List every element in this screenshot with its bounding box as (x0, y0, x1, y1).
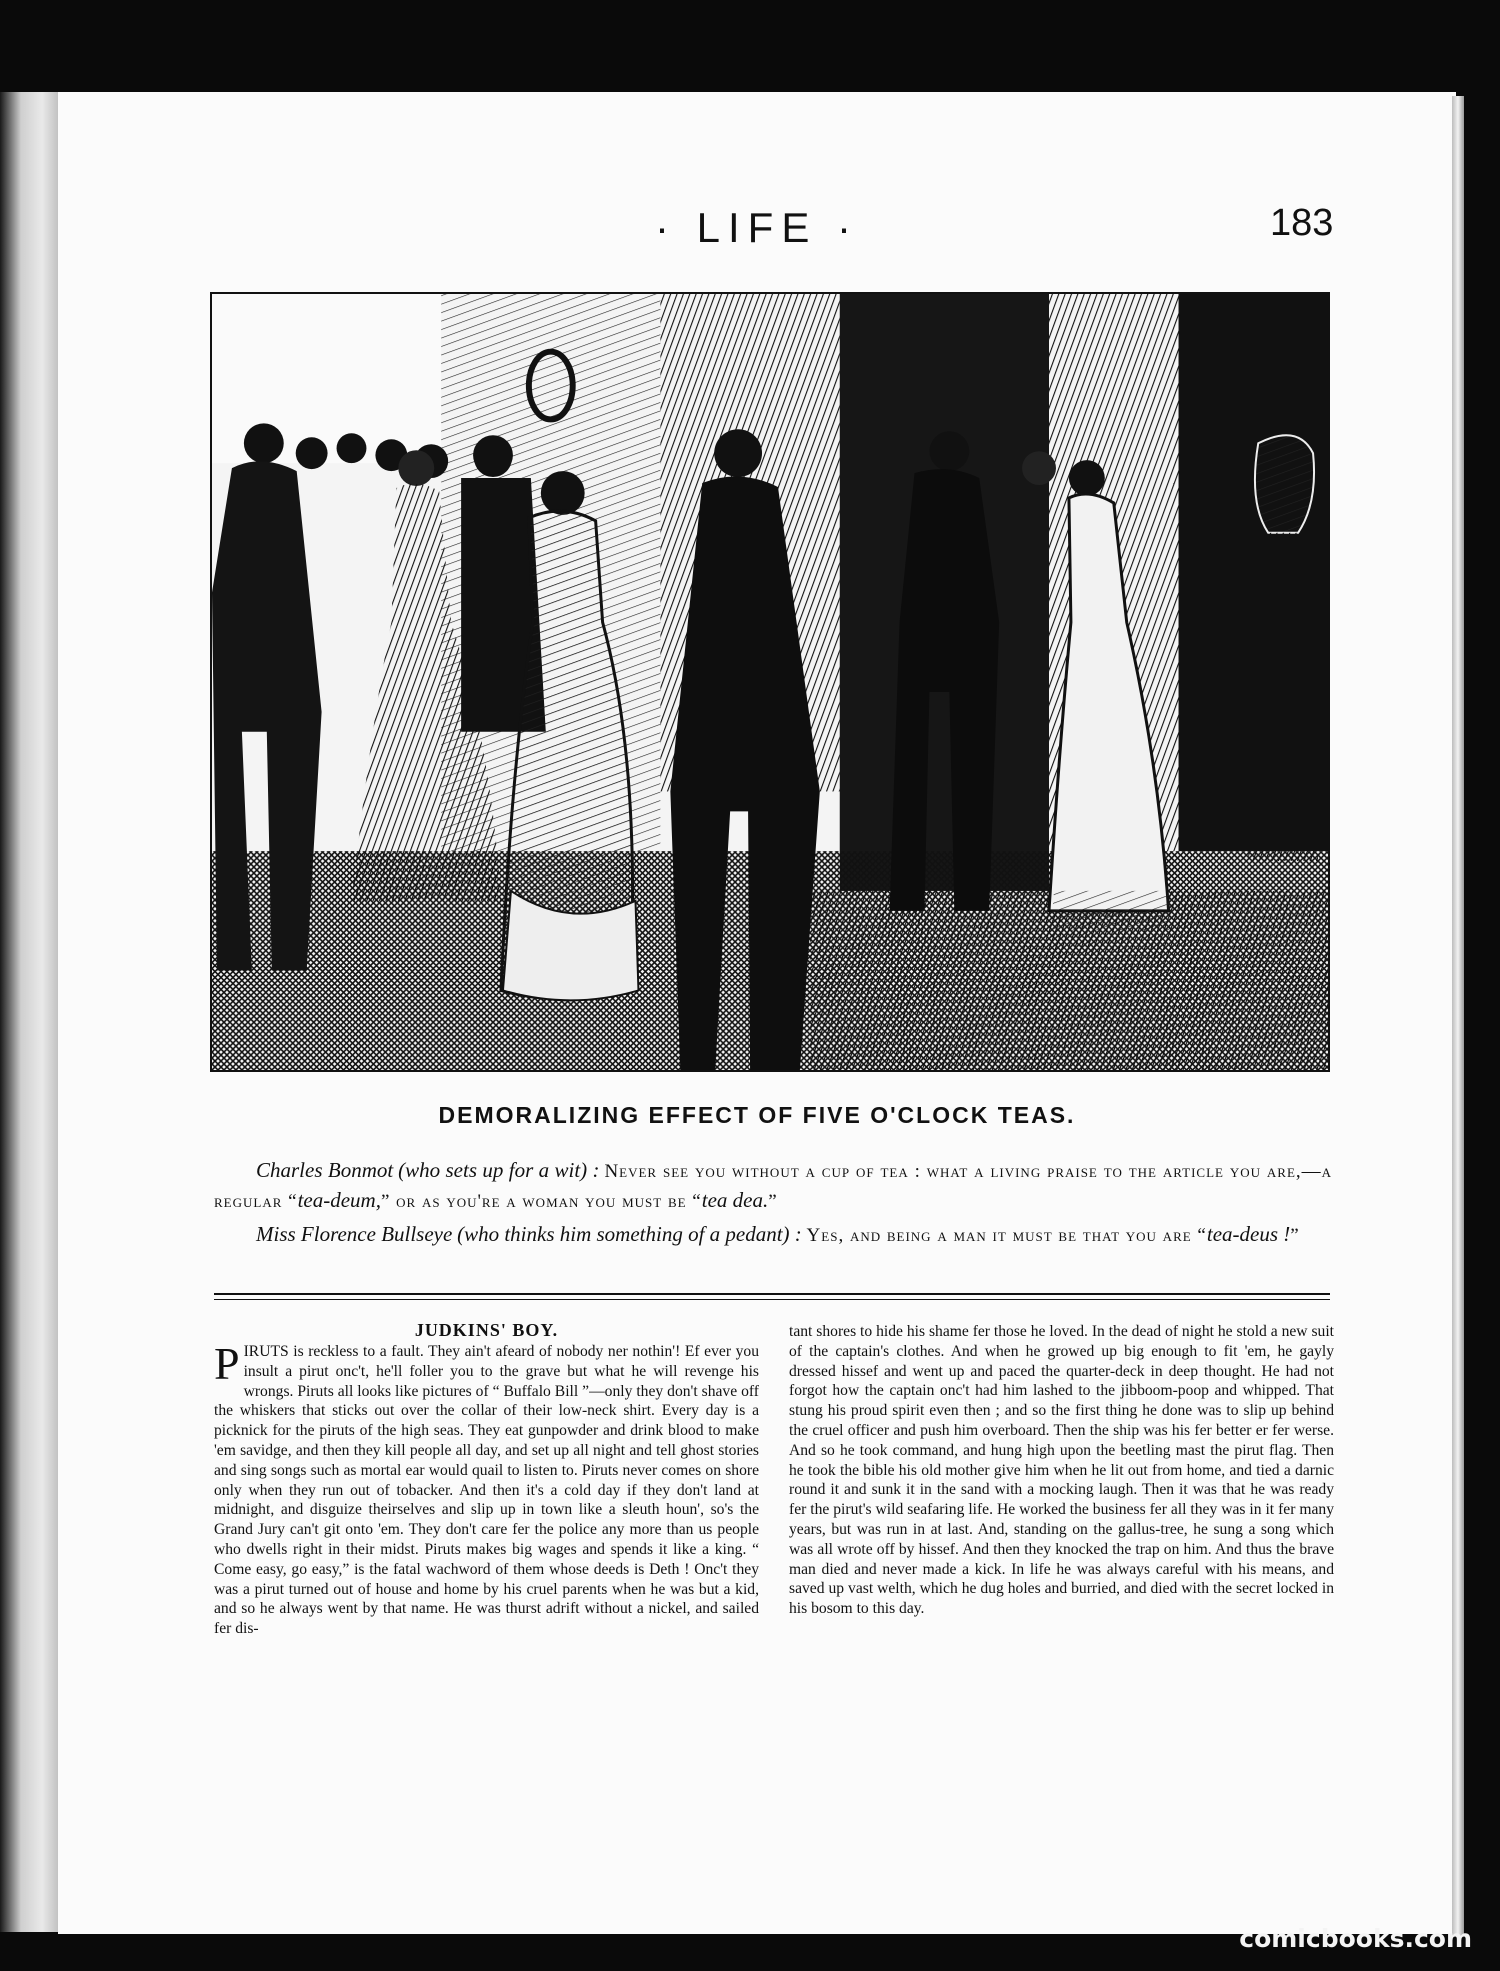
magazine-page (58, 92, 1456, 1934)
dialogue-text: Never see you without a cup of tea : what a living praise to the article you are,—a regular “ (214, 1161, 1333, 1212)
dropcap: P (214, 1338, 240, 1389)
speaker-aside-bullseye: (who thinks him something of a pedant) : (457, 1222, 802, 1246)
dialogue-quote: tea-deum, (297, 1188, 381, 1212)
dialogue-text: ” (1290, 1225, 1299, 1246)
article-column-right: tant shores to hide his shame fer those he loved. In the dead of night he stold a new suit of the captain's clothes. And when he growed up big enough to fit 'em, he gayly dressed hissef and went up and paced the quarter-deck in deep thought. He had not forgot how the captain onc't had him lashed to the jibboom-poop and whipped. That stung his proud spirit even then ; and so the first thing he done was to slip up behind the cruel officer and push him overboard. Then the ship was his fer better er fer werse. And so he took command, and hung high upon the beetling mast the pirut flag. Then he took the bible his old mother give him when he lit out from home, and tied a darnic round it and sunk it in the sand with a mocking laugh. Then it was that he was ready fer the pirut's wild seafaring life. He worked the business fer all they was in it fer many years, but was run in at last. And, standing on the gallus-tree, he sung a song which was all wrote off by hissef. And then they knocked the trap on him. And thus the brave man died and never made a kick. In life he was always careful with his means, and saved up vast welth, which he dug holes and burried, and died with the secret locked in his bosom to this day. (789, 1323, 1334, 1618)
dialogue-quote: tea dea. (701, 1188, 769, 1212)
dialogue-text: Yes, and being a man it must be that you are “ (806, 1225, 1207, 1246)
dialogue-line-bonmot (214, 1156, 1332, 1216)
masthead-title: · LIFE · (654, 204, 859, 251)
binding-edge (0, 92, 60, 1932)
caption-title: DEMORALIZING EFFECT OF FIVE O'CLOCK TEAS. (438, 1102, 1076, 1128)
article-title: JUDKINS' BOY. (414, 1320, 559, 1340)
section-rule (214, 1293, 1330, 1295)
dialogue-text: ” or as you're a woman you must be “ (380, 1191, 702, 1212)
article-text-left: IRUTS is reckless to a fault. They ain't afeard of nobody ner nothin'! Ef ever you insult a pirut onc't, he'll foller you to the grave but what he will revenge his wrongs. Piruts all looks like pictures of “ Buffalo Bill ”—only they don't shave off the whiskers that sticks out over the collar of their low-neck shirt. Every day is a picknick for the piruts of the high seas. They eat gunpowder and drink blood to make 'em savidge, and then they kill people all day, and set up all night and tell ghost stories and sing songs such as mortal ear would quail to listen to. Piruts never comes on shore only when they run out of tobacker. And then it's a cold day if they don't land at midnight, and disguize theirselves and slip up in town like a sleuth houn', so's the Grand Jury can't git onto 'em. They don't care fer the police any more than us people who dwells right in their midst. Piruts makes big wages and spends it like a king. “ Come easy, go easy,” is the fatal wachword of them whose deeds is Deth ! Onc't they was a pirut turned out of house and home by his cruel parents when he was but a kid, and so he always went by that name. He was thurst adrift without a nickel, and sailed fer dis- (214, 1343, 759, 1638)
dialogue-quote: tea-deus ! (1206, 1222, 1291, 1246)
section-rule (214, 1299, 1330, 1300)
speaker-bonmot: Charles Bonmot (256, 1158, 394, 1182)
engraving-illustration (210, 292, 1330, 1072)
watermark: comicbooks.com (1239, 1924, 1472, 1953)
page-edge (1452, 96, 1464, 1936)
dialogue-text: ” (768, 1191, 777, 1212)
speaker-aside-bonmot: (who sets up for a wit) : (398, 1158, 600, 1182)
speaker-bullseye: Miss Florence Bullseye (256, 1222, 453, 1246)
article-column-left (214, 1338, 759, 1639)
page-number: 183 (1270, 202, 1334, 244)
dialogue-line-bullseye (214, 1220, 1332, 1250)
tea-party-engraving-icon (212, 294, 1328, 1070)
